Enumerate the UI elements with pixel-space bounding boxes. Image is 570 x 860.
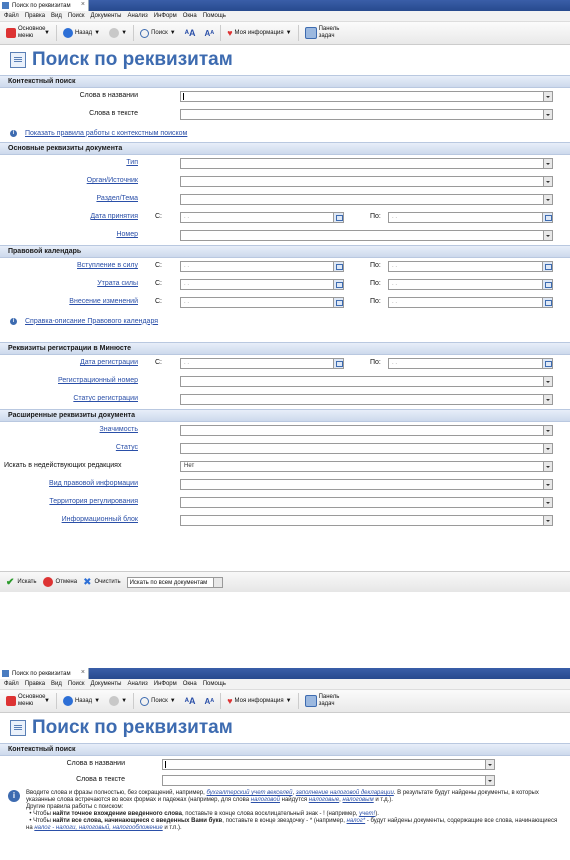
chevron-down-icon: ▼ [94, 698, 101, 704]
reg-status-label[interactable]: Статус регистрации [73, 395, 138, 402]
menu-search[interactable]: Поиск [67, 681, 85, 687]
words-in-title-input[interactable] [180, 91, 553, 102]
info-icon: i [8, 790, 20, 802]
window-tab[interactable] [0, 0, 89, 11]
section-minjust: Реквизиты регистрации в Минюсте [0, 342, 570, 355]
cancel-icon [43, 577, 53, 587]
tab-title: Поиск по реквизитам [12, 670, 71, 677]
amend-to-input[interactable]: . . [388, 297, 553, 308]
page-header [0, 45, 570, 75]
toolbar-separator [298, 25, 299, 41]
search-form-icon [10, 52, 26, 68]
section-context-search: Контекстный поиск [0, 75, 570, 88]
back-arrow-icon [63, 696, 73, 706]
row-loss-of-force [0, 276, 570, 294]
calendar-icon[interactable] [333, 359, 343, 368]
context-help-box [0, 788, 570, 832]
my-info-button[interactable]: ♥ Моя информация ▼ [227, 28, 292, 38]
row-number [0, 227, 570, 245]
forward-button[interactable] [106, 692, 130, 710]
forward-arrow-icon [109, 696, 119, 706]
menu-file[interactable]: Файл [4, 681, 19, 687]
taskbar-button[interactable]: Панель задач [302, 24, 348, 42]
search-button[interactable]: Поиск ▼ [137, 692, 179, 710]
window-tab[interactable] [0, 668, 89, 679]
calendar-icon[interactable] [542, 262, 552, 271]
loss-of-force-label[interactable]: Утрата силы [97, 280, 138, 287]
row-reg-date [0, 355, 570, 373]
dropdown-arrow-icon[interactable] [543, 395, 552, 404]
info-icon: i [10, 318, 17, 325]
search-icon [140, 697, 149, 706]
date-from-label: С: [155, 298, 162, 305]
my-info-button[interactable]: ♥ Моя информация ▼ [227, 696, 292, 706]
font-decrease-icon: Aᴬ [204, 28, 215, 38]
row-status [0, 440, 570, 458]
amendments-label[interactable]: Внесение изменений [69, 298, 138, 305]
heart-icon: ♥ [227, 696, 233, 706]
document-icon [2, 2, 9, 9]
page-header [0, 713, 570, 743]
date-from-label: С: [155, 359, 162, 366]
number-input[interactable] [180, 230, 553, 241]
back-button[interactable]: Назад ▼ [60, 692, 103, 710]
calendar-icon[interactable] [542, 280, 552, 289]
organ-input[interactable] [180, 176, 553, 187]
clear-button[interactable]: ✖ Очистить [83, 576, 121, 588]
title-bar [0, 668, 570, 679]
forward-arrow-icon [109, 28, 119, 38]
menu-edit[interactable]: Правка [24, 681, 46, 687]
section-context-search: Контекстный поиск [0, 743, 570, 756]
section-input[interactable] [180, 194, 553, 205]
info-block-label[interactable]: Информационный блок [61, 516, 138, 523]
reg-date-from-input[interactable]: . . [180, 358, 344, 369]
page-title: Поиск по реквизитам [32, 717, 233, 738]
dropdown-arrow-icon[interactable] [543, 231, 552, 240]
tab-close-icon[interactable]: × [80, 1, 85, 8]
date-to-label: По: [370, 280, 381, 287]
font-decrease-button[interactable] [202, 24, 218, 42]
title-bar [0, 0, 570, 11]
row-territory [0, 494, 570, 512]
type-input[interactable] [180, 158, 553, 169]
font-decrease-icon: Aᴬ [204, 696, 215, 706]
date-to-label: По: [370, 213, 381, 220]
calendar-icon[interactable] [333, 213, 343, 222]
menu-file[interactable]: Файл [4, 13, 19, 19]
dropdown-arrow-icon[interactable] [543, 444, 552, 453]
dropdown-arrow-icon[interactable] [213, 578, 222, 587]
flag-icon [6, 696, 16, 706]
tab-title: Поиск по реквизитам [12, 2, 71, 9]
info-icon: i [10, 130, 17, 137]
row-reg-status [0, 391, 570, 409]
font-increase-button[interactable] [182, 692, 199, 710]
number-label[interactable]: Номер [116, 231, 138, 238]
menu-search[interactable]: Поиск [67, 13, 85, 19]
panel-icon [305, 695, 317, 707]
row-section [0, 191, 570, 209]
info-block-input[interactable] [180, 515, 553, 526]
chevron-down-icon: ▼ [121, 698, 128, 704]
date-to-label: По: [370, 298, 381, 305]
section-extended: Расширенные реквизиты документа [0, 409, 570, 422]
type-label[interactable]: Тип [126, 159, 138, 166]
tab-close-icon[interactable]: × [80, 669, 85, 676]
toolbar [0, 22, 570, 45]
dropdown-arrow-icon[interactable] [543, 110, 552, 119]
territory-label[interactable]: Территория регулирования [49, 498, 138, 505]
menu-documents[interactable]: Документы [90, 13, 122, 19]
chevron-down-icon: ▼ [169, 698, 176, 704]
date-from-label: С: [155, 213, 162, 220]
reg-date-label[interactable]: Дата регистрации [79, 359, 138, 366]
words-in-title-label: Слова в названии [66, 760, 125, 767]
row-words-in-text [0, 772, 570, 788]
row-search-invalid [0, 458, 570, 476]
calendar-icon[interactable] [542, 298, 552, 307]
entry-from-input[interactable]: . . [180, 261, 344, 272]
menu-analysis[interactable]: Анализ [127, 13, 148, 19]
loss-from-input[interactable]: . . [180, 279, 344, 290]
taskbar-button[interactable]: Панель задач [302, 692, 348, 710]
row-words-in-title [0, 756, 570, 772]
entry-to-input[interactable]: . . [388, 261, 553, 272]
chevron-down-icon: ▼ [44, 698, 50, 704]
document-icon [2, 670, 9, 677]
amend-from-input[interactable]: . . [180, 297, 344, 308]
dropdown-arrow-icon[interactable] [543, 177, 552, 186]
back-arrow-icon [63, 28, 73, 38]
dropdown-arrow-icon[interactable] [543, 498, 552, 507]
menu-inform[interactable]: ИнФорм [153, 681, 177, 687]
checkmark-icon: ✔ [6, 576, 15, 588]
font-increase-icon: ᴬA [184, 696, 196, 706]
territory-input[interactable] [180, 497, 553, 508]
row-amendments [0, 294, 570, 312]
row-date-accepted [0, 209, 570, 227]
panel-icon [305, 27, 317, 39]
toolbar [0, 690, 570, 713]
page-title: Поиск по реквизитам [32, 49, 233, 70]
menu-windows[interactable]: Окна [182, 13, 197, 19]
dropdown-arrow-icon[interactable] [485, 776, 494, 785]
dropdown-arrow-icon[interactable] [543, 426, 552, 435]
menu-help[interactable]: Помощь [202, 13, 226, 19]
reg-status-input[interactable] [180, 394, 553, 405]
chevron-down-icon: ▼ [285, 698, 292, 704]
row-words-in-text [0, 106, 570, 124]
row-reg-number [0, 373, 570, 391]
date-accepted-from-input[interactable]: . . [180, 212, 344, 223]
toolbar-separator [133, 25, 134, 41]
context-rules-link[interactable]: Показать правила работы с контекстным поиском [25, 129, 188, 137]
dropdown-arrow-icon[interactable] [543, 92, 552, 101]
calendar-icon[interactable] [333, 298, 343, 307]
search-scope-select[interactable]: Искать по всем документам [127, 577, 223, 588]
legal-info-type-label[interactable]: Вид правовой информации [49, 480, 138, 487]
clear-icon: ✖ [83, 576, 92, 588]
menu-documents[interactable]: Документы [90, 681, 122, 687]
flag-icon [6, 28, 16, 38]
menu-help[interactable]: Помощь [202, 681, 226, 687]
dropdown-arrow-icon[interactable] [543, 516, 552, 525]
words-in-text-label: Слова в тексте [76, 776, 125, 783]
menu-view[interactable]: Вид [51, 13, 62, 19]
words-in-text-label: Слова в тексте [89, 110, 138, 117]
forward-button[interactable] [106, 24, 130, 42]
significance-input[interactable] [180, 425, 553, 436]
date-from-label: С: [155, 280, 162, 287]
search-form-icon [10, 720, 26, 736]
date-to-label: По: [370, 262, 381, 269]
search-invalid-select[interactable]: Нет [180, 461, 553, 472]
chevron-down-icon: ▼ [169, 30, 176, 36]
chevron-down-icon: ▼ [94, 30, 101, 36]
row-legal-info-type [0, 476, 570, 494]
font-decrease-button[interactable] [202, 692, 218, 710]
calendar-icon[interactable] [542, 359, 552, 368]
date-from-label: С: [155, 262, 162, 269]
toolbar-separator [56, 25, 57, 41]
font-increase-button[interactable] [182, 24, 199, 42]
reg-number-input[interactable] [180, 376, 553, 387]
legal-info-type-input[interactable] [180, 479, 553, 490]
words-in-text-input[interactable] [180, 109, 553, 120]
row-type [0, 155, 570, 173]
help-text: Вводите слова и фразы полностью, без сокращений, например, бухгалтерский учет векселей, заполнение налоговой декларации. В результате будут найдены документы, в которых указанные слова встречаются во всех формах и падежах (например, для слова налоговой найдутся налоговые, налоговым и т.д.). Другие правила работы с поиском: • Чтобы найти точное вхождение введенного слова, поставьте в конце слова восклицательный знак - ! (например, учет!). • Чтобы найти все слова, начинающиеся с введенных Вами букв, поставьте в конце звездочку - * (например, налог* - будут найдены документы, содержащие все слова, начинающиеся на налог - налоги, налоговый, налогообложение и т.п.). [26, 790, 558, 831]
date-to-label: По: [370, 359, 381, 366]
row-significance [0, 422, 570, 440]
section-label[interactable]: Раздел/Тема [96, 195, 138, 202]
main-menu-button[interactable]: Основное меню ▼ [3, 692, 53, 710]
calendar-icon[interactable] [333, 280, 343, 289]
search-icon [140, 29, 149, 38]
organ-label[interactable]: Орган/Источник [86, 177, 138, 184]
back-button[interactable]: Назад ▼ [60, 24, 103, 42]
date-accepted-label[interactable]: Дата принятия [90, 213, 138, 220]
row-organ [0, 173, 570, 191]
row-words-in-title [0, 88, 570, 106]
date-accepted-to-input[interactable]: . . [388, 212, 553, 223]
chevron-down-icon: ▼ [121, 30, 128, 36]
toolbar-separator [220, 25, 221, 41]
calendar-icon[interactable] [542, 213, 552, 222]
calendar-icon[interactable] [333, 262, 343, 271]
row-entry-into-force [0, 258, 570, 276]
menu-bar [0, 11, 570, 22]
reg-date-to-input[interactable]: . . [388, 358, 553, 369]
context-rules-link-row [0, 124, 570, 142]
section-main-props: Основные реквизиты документа [0, 142, 570, 155]
row-info-block [0, 512, 570, 530]
calendar-help-link-row [0, 312, 570, 330]
chevron-down-icon: ▼ [285, 30, 292, 36]
cancel-button[interactable]: Отмена [43, 577, 78, 587]
calendar-help-link[interactable]: Справка-описание Правового календаря [25, 317, 159, 325]
dropdown-arrow-icon[interactable] [543, 195, 552, 204]
status-input[interactable] [180, 443, 553, 454]
menu-analysis[interactable]: Анализ [127, 681, 148, 687]
dropdown-arrow-icon[interactable] [543, 377, 552, 386]
loss-to-input[interactable]: . . [388, 279, 553, 290]
menu-windows[interactable]: Окна [182, 681, 197, 687]
chevron-down-icon: ▼ [44, 30, 50, 36]
significance-label[interactable]: Значимость [99, 426, 138, 433]
dropdown-arrow-icon[interactable] [543, 159, 552, 168]
menu-inform[interactable]: ИнФорм [153, 13, 177, 19]
heart-icon: ♥ [227, 28, 233, 38]
menu-view[interactable]: Вид [51, 681, 62, 687]
dropdown-arrow-icon[interactable] [543, 480, 552, 489]
dropdown-arrow-icon[interactable] [485, 760, 494, 769]
search-invalid-label: Искать в недействующих редакциях [4, 462, 122, 469]
font-increase-icon: ᴬA [184, 28, 196, 38]
main-menu-button[interactable]: Основное меню ▼ [3, 24, 53, 42]
status-label[interactable]: Статус [115, 444, 138, 451]
words-in-title-input[interactable] [162, 759, 495, 770]
words-in-title-label: Слова в названии [79, 92, 138, 99]
search-submit-button[interactable]: ✔ Искать [6, 576, 37, 588]
reg-number-label[interactable]: Регистрационный номер [58, 377, 138, 384]
entry-into-force-label[interactable]: Вступление в силу [77, 262, 138, 269]
section-calendar: Правовой календарь [0, 245, 570, 258]
second-window [0, 668, 570, 860]
words-in-text-input[interactable] [162, 775, 495, 786]
action-bar [0, 571, 570, 592]
dropdown-arrow-icon[interactable] [543, 462, 552, 471]
menu-edit[interactable]: Правка [24, 13, 46, 19]
menu-bar [0, 679, 570, 690]
search-button[interactable]: Поиск ▼ [137, 24, 179, 42]
